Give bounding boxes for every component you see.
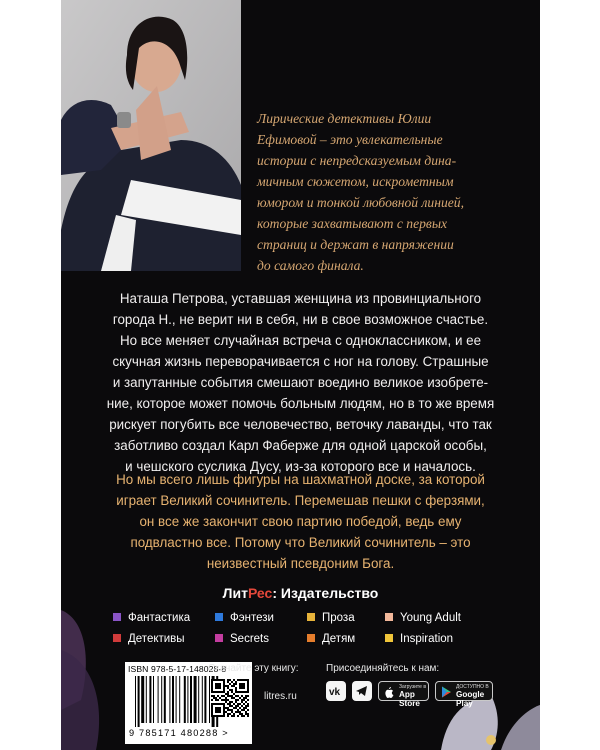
publisher-brand: ЛитРес: Издательство	[222, 585, 379, 601]
quote-line: которые захватывают с первых	[257, 216, 448, 231]
genre-label: Secrets	[230, 633, 269, 645]
genre-item	[385, 633, 453, 645]
telegram-icon[interactable]	[352, 681, 372, 701]
join-label: Присоединяйтесь к нам:	[326, 663, 440, 674]
genre-color-square	[385, 613, 393, 621]
genre-color-square	[113, 613, 121, 621]
quote-line: истории с непредсказуемым дина-	[257, 153, 457, 168]
genre-color-square	[385, 634, 393, 642]
genre-color-square	[307, 613, 315, 621]
download-label: Скачайте эту книгу:	[208, 663, 299, 674]
genre-color-square	[215, 613, 223, 621]
book-back-cover	[61, 0, 540, 750]
highlight-line: он все же закончит свою партию победой, ведь ему	[139, 514, 462, 529]
synopsis-line: и запутанные события смешают воедино великое изобрете-	[112, 375, 489, 390]
synopsis	[61, 288, 540, 477]
apple-icon	[384, 686, 395, 698]
editorial-quote	[257, 108, 532, 276]
synopsis-highlight	[61, 469, 540, 574]
synopsis-line: Наташа Петрова, уставшая женщина из провинциального	[119, 291, 482, 306]
highlight-line: неизвестный псевдоним Бога.	[206, 556, 395, 571]
qr-code[interactable]	[211, 679, 249, 717]
app-store-badge[interactable]: Загрузите в App Store	[378, 681, 429, 701]
genre-item	[113, 612, 190, 624]
genre-item	[307, 633, 355, 645]
synopsis-line: Но все меняет случайная встреча с одноклассником, и ее	[119, 333, 482, 348]
quote-line: до самого финала.	[257, 258, 364, 273]
genre-color-square	[215, 634, 223, 642]
genre-item	[113, 633, 185, 645]
vk-icon[interactable]	[326, 681, 346, 701]
quote-line: мичным сюжетом, искрометным	[257, 174, 454, 189]
synopsis-line: города Н., не верит ни в себя, ни в свое возможное счастье.	[112, 312, 489, 327]
quote-line: Ефимовой – это увлекательные	[257, 132, 443, 147]
genre-item	[215, 633, 269, 645]
genre-label: Детективы	[128, 633, 185, 645]
google-play-badge[interactable]: ДОСТУПНО В Google Play	[435, 681, 493, 701]
isbn-label: ISBN 978-5-17-148028-8	[128, 664, 227, 674]
synopsis-line: скучная жизнь переворачивается с ног на голову. Страшные	[112, 354, 489, 369]
genre-color-square	[307, 634, 315, 642]
genre-label: Фантастика	[128, 612, 191, 624]
genre-label: Young Adult	[400, 612, 461, 624]
genre-label: Фэнтези	[230, 612, 274, 624]
genre-item	[215, 612, 274, 624]
synopsis-line: и чешского суслика Дусу, из-за которого все и началось.	[125, 459, 476, 474]
highlight-line: подвластно все. Потому что Великий сочинитель – это	[130, 535, 471, 550]
author-photo	[61, 0, 241, 271]
genre-item	[307, 612, 355, 624]
genre-label: Проза	[322, 612, 355, 624]
genre-label: Детям	[322, 633, 356, 645]
isbn-digits: 9 785171 480288 >	[129, 728, 229, 738]
genre-item	[385, 612, 461, 624]
site-link[interactable]: litres.ru	[264, 691, 297, 702]
synopsis-line: рискует погубить все человечество, веточку лаванды, что так	[109, 417, 492, 432]
google-play-icon	[441, 686, 452, 698]
synopsis-line: ние, которое может помочь больным людям, но в то же время	[106, 396, 495, 411]
quote-line: юмором и тонкой любовной линией,	[257, 195, 464, 210]
svg-text:vk: vk	[329, 687, 341, 698]
genre-color-square	[113, 634, 121, 642]
highlight-line: играет Великий сочинитель. Перемешав пешки с ферзями,	[116, 493, 485, 508]
synopsis-line: заботливо создал Карл Фаберже для одной царской особы,	[114, 438, 487, 453]
quote-line: страниц и держат в напряжении	[257, 237, 454, 252]
highlight-line: Но мы всего лишь фигуры на шахматной доске, за которой	[116, 472, 485, 487]
quote-line: Лирические детективы Юлии	[257, 111, 432, 126]
genre-label: Inspiration	[400, 633, 454, 645]
